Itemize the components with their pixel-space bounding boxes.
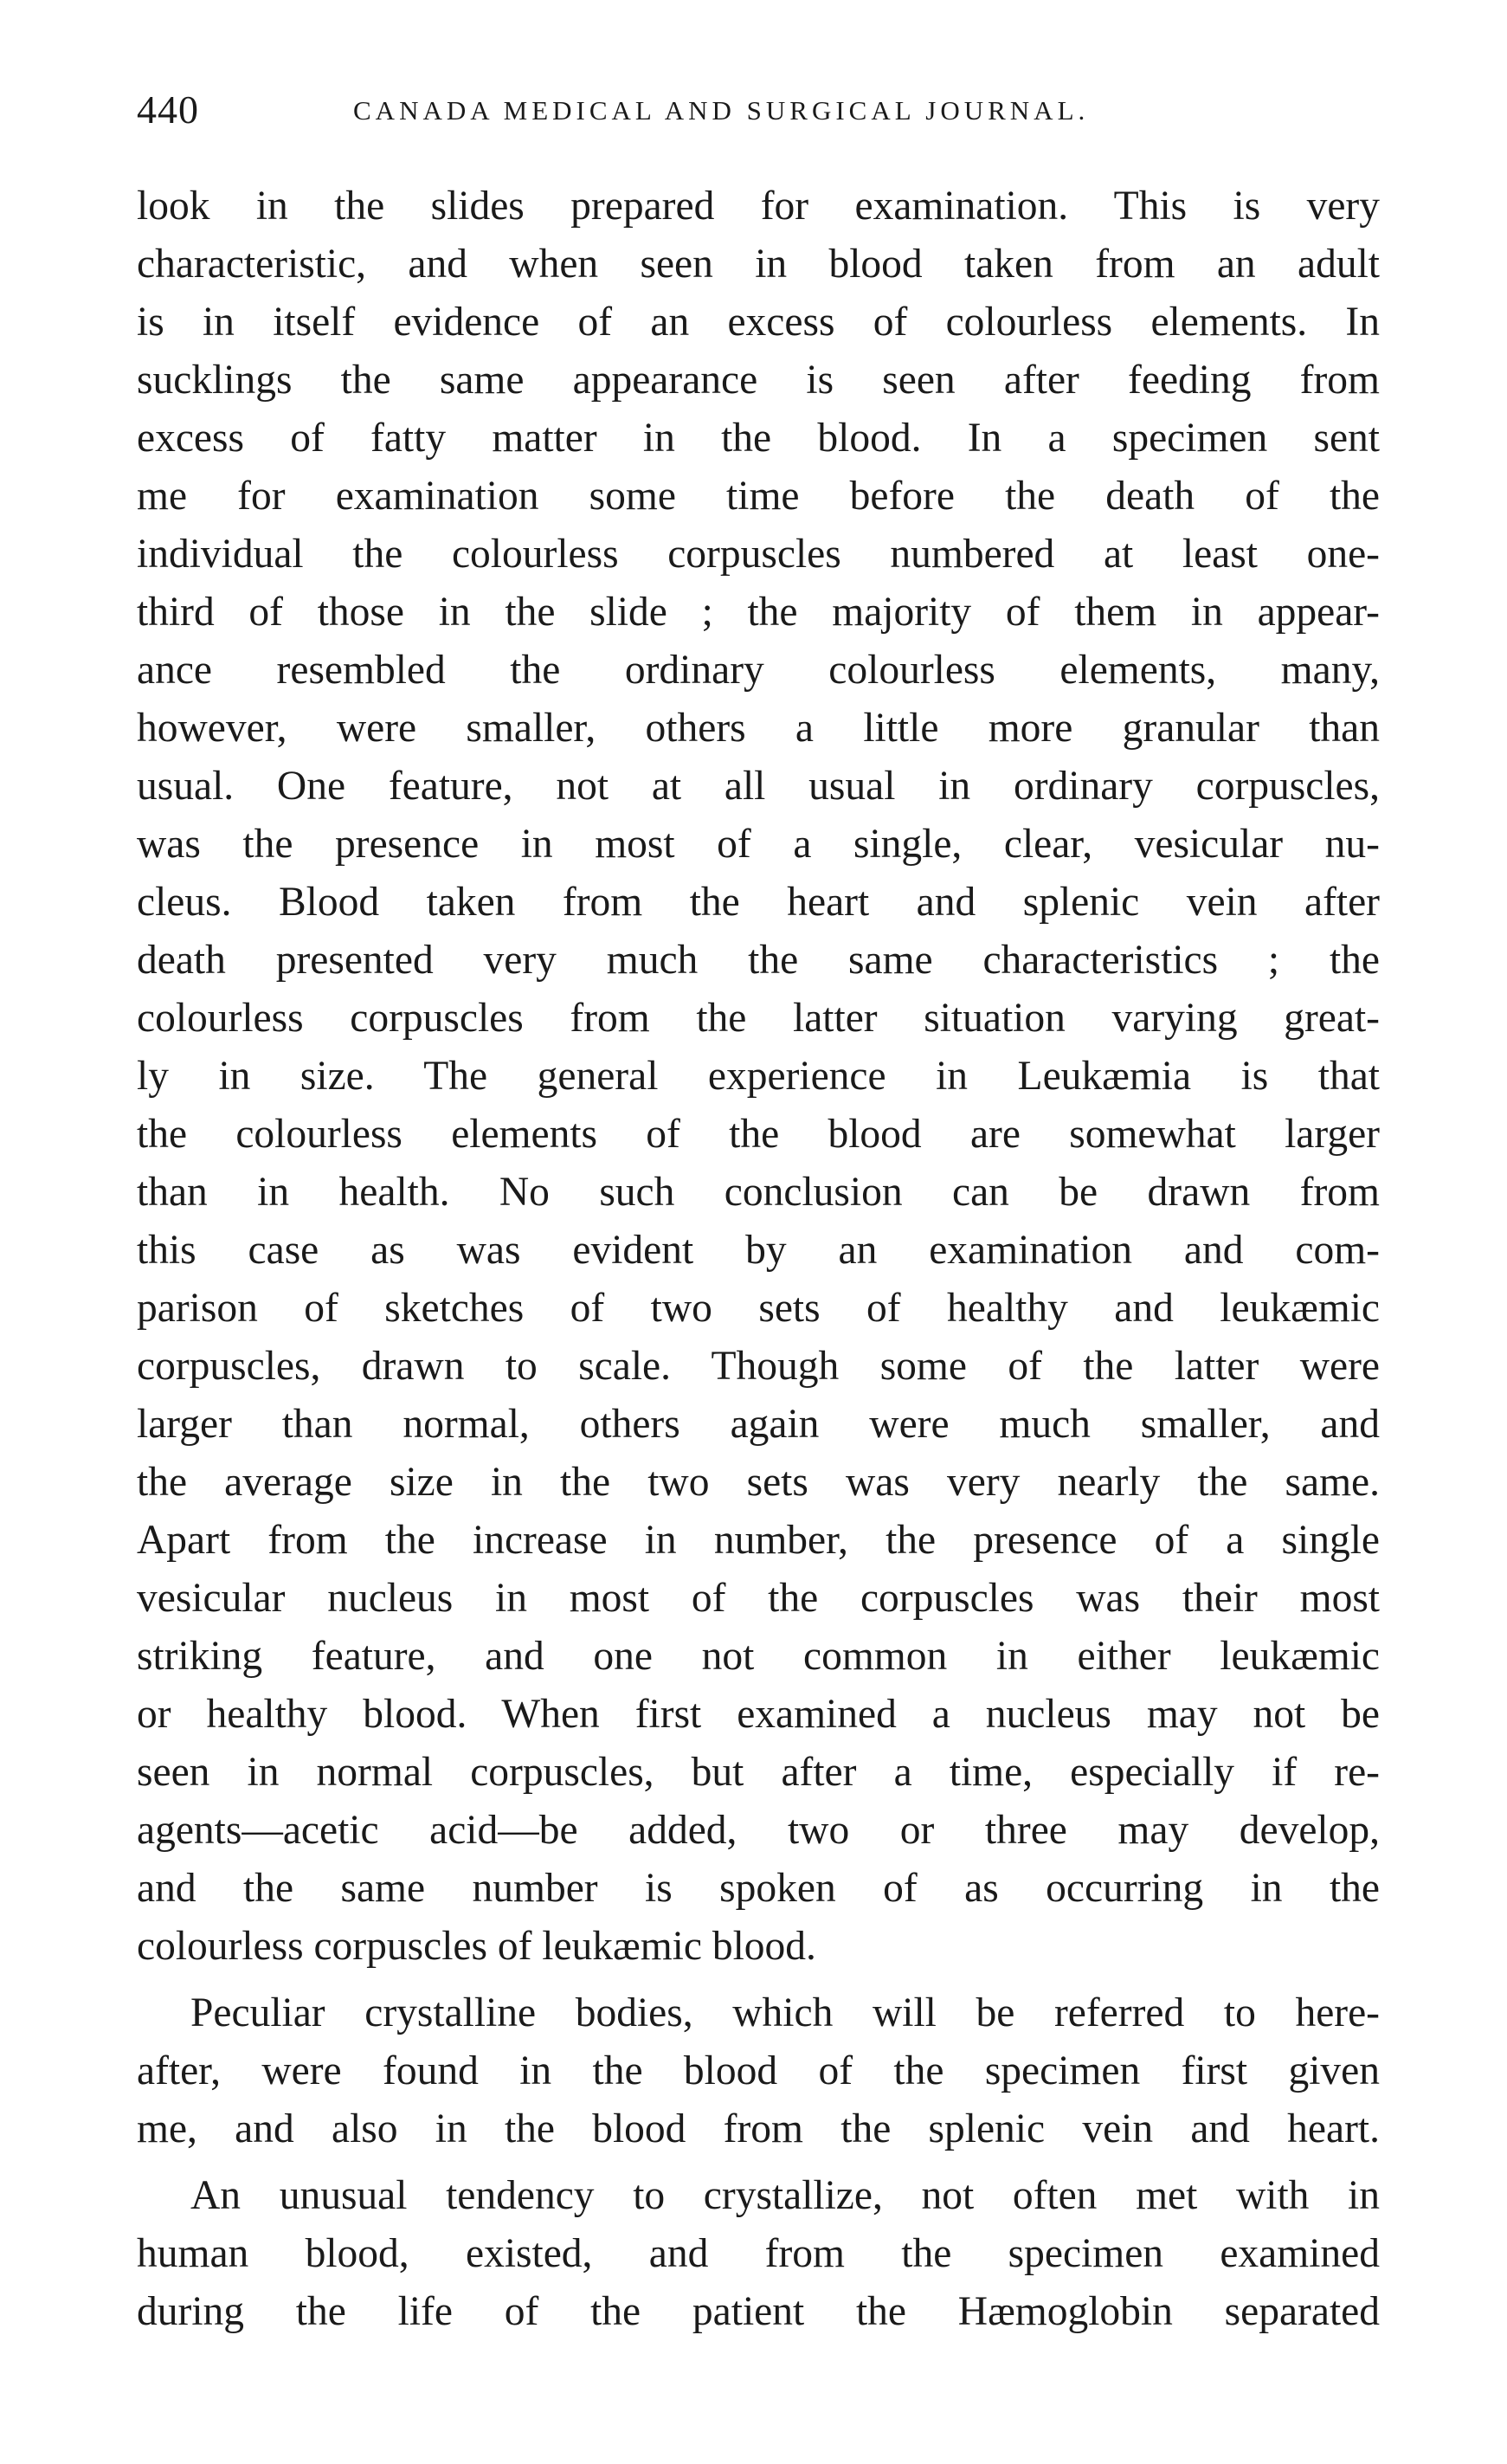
paragraph-3 <box>137 2167 1380 2341</box>
paragraph-gap <box>137 1976 1380 1984</box>
running-header <box>137 87 1366 139</box>
text-line: ance resembled the ordinary colourless elements, many, <box>137 648 1380 693</box>
text-line: the average size in the two sets was very nearly the same. <box>137 1460 1380 1505</box>
running-title: CANADA MEDICAL AND SURGICAL JOURNAL. <box>353 95 1090 126</box>
article-body <box>137 177 1380 2341</box>
text-line: this case as was evident by an examination and com- <box>137 1228 1380 1273</box>
text-line: than in health. No such conclusion can be drawn from <box>137 1170 1380 1215</box>
text-line: larger than normal, others again were much smaller, and <box>137 1402 1380 1447</box>
text-line: seen in normal corpuscles, but after a time, especially if re- <box>137 1750 1380 1795</box>
text-line: third of those in the slide ; the majority of them in appear- <box>137 590 1380 635</box>
text-line: the colourless elements of the blood are somewhat larger <box>137 1112 1380 1157</box>
paragraph-gap <box>137 2158 1380 2167</box>
text-line: ly in size. The general experience in Leukæmia is that <box>137 1054 1380 1099</box>
text-line: after, were found in the blood of the specimen first given <box>137 2048 1380 2093</box>
text-line: striking feature, and one not common in either leukæmic <box>137 1634 1380 1679</box>
text-line: during the life of the patient the Hæmoglobin separated <box>137 2289 1380 2334</box>
text-line: sucklings the same appearance is seen after feeding from <box>137 358 1380 403</box>
paragraph-2 <box>137 1984 1380 2158</box>
text-line: however, were smaller, others a little more granular than <box>137 706 1380 751</box>
text-line: usual. One feature, not at all usual in ordinary corpuscles, <box>137 764 1380 809</box>
text-line: Peculiar crystalline bodies, which will be referred to here- <box>190 1990 1380 2035</box>
paragraph-1 <box>137 177 1380 1976</box>
text-line: Apart from the increase in number, the presence of a single <box>137 1518 1380 1563</box>
text-line: corpuscles, drawn to scale. Though some of the latter were <box>137 1344 1380 1389</box>
text-line: me for examination some time before the death of the <box>137 474 1380 519</box>
text-line: parison of sketches of two sets of healthy and leukæmic <box>137 1286 1380 1331</box>
text-line: colourless corpuscles from the latter situation varying great- <box>137 996 1380 1041</box>
text-line: excess of fatty matter in the blood. In a specimen sent <box>137 416 1380 461</box>
text-line: human blood, existed, and from the specimen examined <box>137 2231 1380 2276</box>
text-line: was the presence in most of a single, clear, vesicular nu- <box>137 822 1380 867</box>
text-line: agents—acetic acid—be added, two or three may develop, <box>137 1808 1380 1853</box>
text-line: death presented very much the same characteristics ; the <box>137 938 1380 983</box>
text-line: cleus. Blood taken from the heart and splenic vein after <box>137 880 1380 925</box>
page-number: 440 <box>137 87 199 132</box>
text-line: me, and also in the blood from the splenic vein and heart. <box>137 2106 1380 2151</box>
text-line: characteristic, and when seen in blood taken from an adult <box>137 242 1380 287</box>
text-line: individual the colourless corpuscles numbered at least one- <box>137 532 1380 577</box>
text-line: or healthy blood. When first examined a nucleus may not be <box>137 1692 1380 1737</box>
text-line: is in itself evidence of an excess of colourless elements. In <box>137 300 1380 345</box>
text-line: and the same number is spoken of as occurring in the <box>137 1866 1380 1911</box>
text-line: colourless corpuscles of leukæmic blood. <box>137 1924 816 1969</box>
text-line: An unusual tendency to crystallize, not often met with in <box>190 2173 1380 2218</box>
text-line: vesicular nucleus in most of the corpuscles was their most <box>137 1576 1380 1621</box>
text-line: look in the slides prepared for examination. This is very <box>137 184 1380 229</box>
